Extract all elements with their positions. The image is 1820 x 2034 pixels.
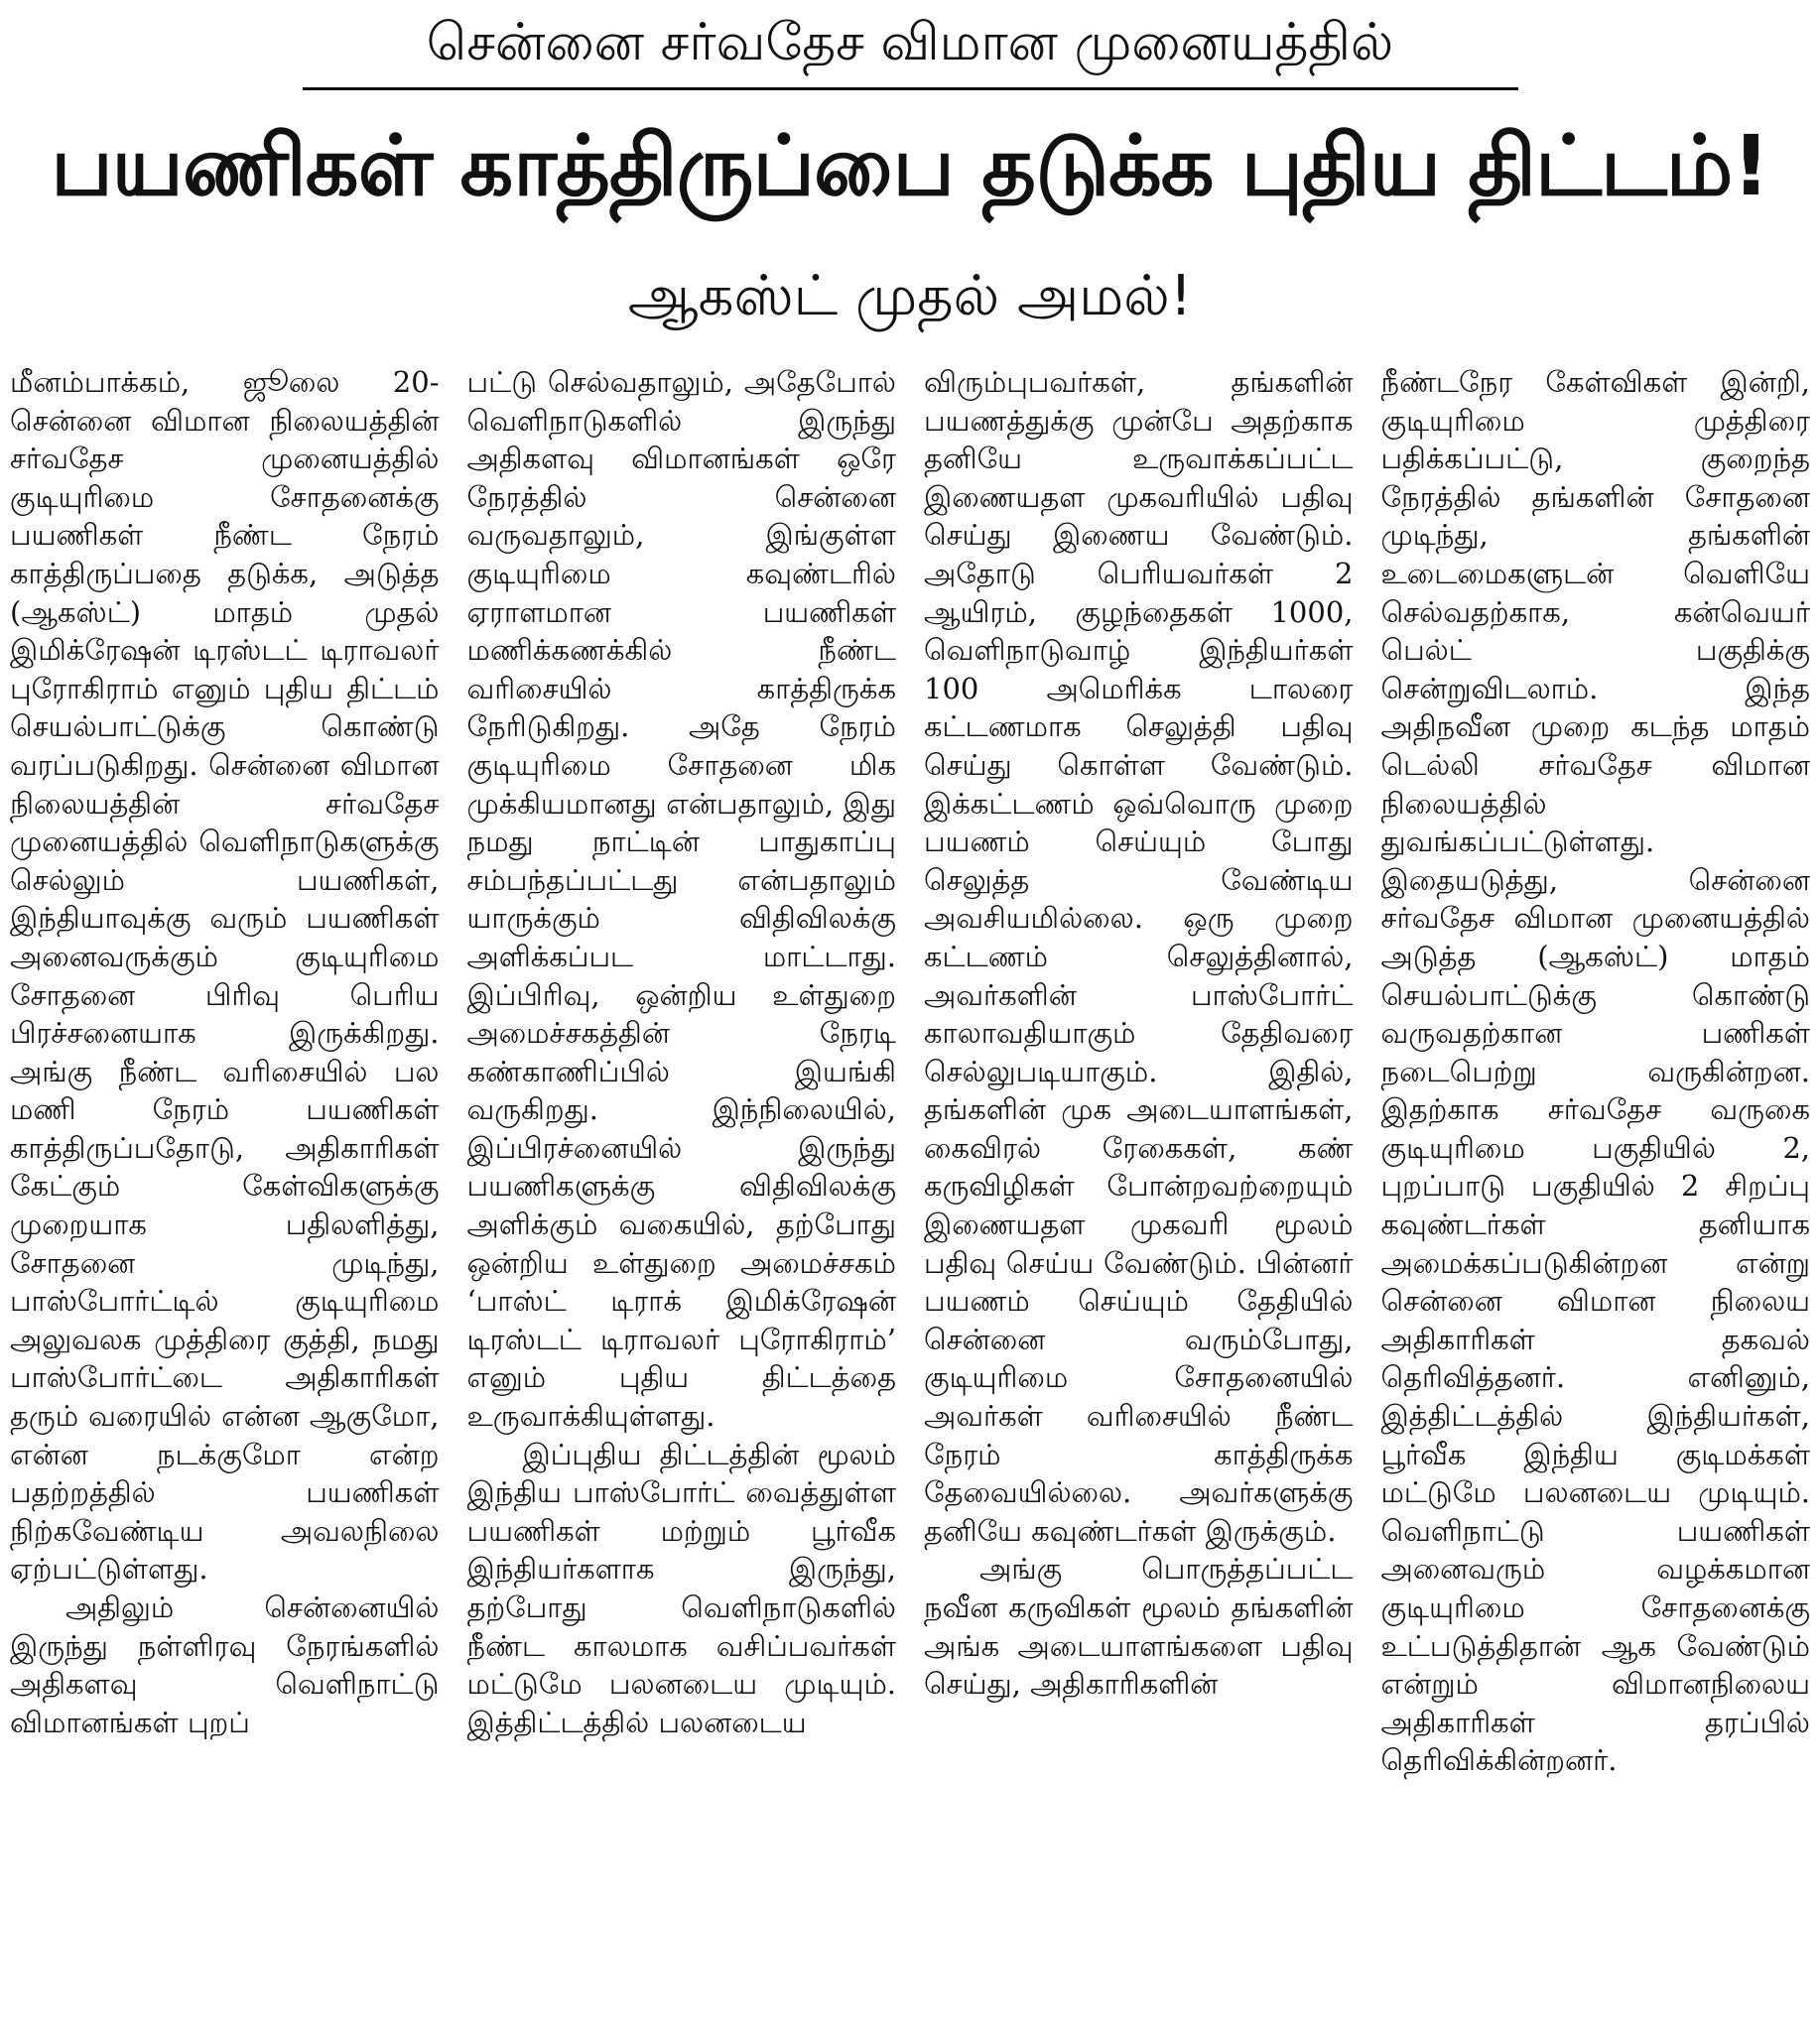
column-3	[924, 363, 1354, 2030]
newspaper-clipping	[0, 4, 1820, 2034]
column-2	[467, 363, 897, 2030]
paragraph: நீண்டநேர கேள்விகள் இன்றி, குடியுரிமை முத்திரை பதிக்கப்பட்டு, குறைந்த நேரத்தில் தங்களின் சோதனை முடிந்து, தங்களின் உடைமைகளுடன் வெளியே செல்வதற்காக, கன்வெயர் பெல்ட் பகுதிக்கு சென்றுவிடலாம். இந்த அதிநவீன முறை கடந்த மாதம் டெல்லி சர்வதேச விமான நிலையத்தில் துவங்கப்பட்டுள்ளது. இதையடுத்து, சென்னை சர்வதேச விமான முனையத்தில் அடுத்த (ஆகஸ்ட்) மாதம் செயல்பாட்டுக்கு கொண்டு வருவதற்கான பணிகள் நடைபெற்று வருகின்றன. இதற்காக சர்வதேச வருகை குடியுரிமை பகுதியில் 2, புறப்பாடு பகுதியில் 2 சிறப்பு கவுண்டர்கள் தனியாக அமைக்கப்படுகின்றன என்று சென்னை விமான நிலைய அதிகாரிகள் தகவல் தெரிவித்தனர். எனினும், இத்திட்டத்தில் இந்தியர்கள், பூர்வீக இந்திய குடிமக்கள் மட்டுமே பலனடைய முடியும். வெளிநாட்டு பயணிகள் அனைவரும் வழக்கமான குடியுரிமை சோதனைக்கு உட்படுத்திதான் ஆக வேண்டும் என்றும் விமானநிலைய அதிகாரிகள் தரப்பில் தெரிவிக்கின்றனர்.	[1380, 365, 1810, 1778]
column-4	[1381, 363, 1811, 2030]
column-1	[10, 363, 440, 2030]
paragraph: மீனம்பாக்கம், ஜூலை 20- சென்னை விமான நிலையத்தின் சர்வதேச முனையத்தில் குடியுரிமை சோதனைக்கு பயணிகள் நீண்ட நேரம் காத்திருப்பதை தடுக்க, அடுத்த (ஆகஸ்ட்) மாதம் முதல் இமிக்ரேஷன் டிரஸ்டட் டிராவலர் புரோகிராம் எனும் புதிய திட்டம் செயல்பாட்டுக்கு கொண்டு வரப்படுகிறது. சென்னை விமான நிலையத்தின் சர்வதேச முனையத்தில் வெளிநாடுகளுக்கு செல்லும் பயணிகள், இந்தியாவுக்கு வரும் பயணிகள் அனைவருக்கும் குடியுரிமை சோதனை பிரிவு பெரிய பிரச்சனையாக இருக்கிறது. அங்கு நீண்ட வரிசையில் பல மணி நேரம் பயணிகள் காத்திருப்பதோடு, அதிகாரிகள் கேட்கும் கேள்விகளுக்கு முறையாக பதிலளித்து, சோதனை முடிந்து, பாஸ்போர்ட்டில் குடியுரிமை அலுவலக முத்திரை குத்தி, நமது பாஸ்போர்ட்டை அதிகாரிகள் தரும் வரையில் என்ன ஆகுமோ, என்ன நடக்குமோ என்ற பதற்றத்தில் பயணிகள் நிற்கவேண்டிய அவலநிலை ஏற்பட்டுள்ளது.	[10, 365, 440, 1587]
paragraph: இப்புதிய திட்டத்தின் மூலம் இந்திய பாஸ்போர்ட் வைத்துள்ள பயணிகள் மற்றும் பூர்வீக இந்தியர்களாக இருந்து, தற்போது வெளிநாடுகளில் நீண்ட காலமாக வசிப்பவர்கள் மட்டுமே பலனடைய முடியும். இத்திட்டத்தில் பலனடைய	[466, 1437, 896, 1739]
paragraph: அங்கு பொருத்தப்பட்ட நவீன கருவிகள் மூலம் தங்களின் அங்க அடையாளங்களை பதிவு செய்து, அதிகாரிகளின்	[924, 1552, 1354, 1702]
paragraph: அதிலும் சென்னையில் இருந்து நள்ளிரவு நேரங்களில் அதிகளவு வெளிநாட்டு விமானங்கள் புறப்	[10, 1590, 440, 1739]
paragraph: பட்டு செல்வதாலும், அதேபோல் வெளிநாடுகளில் இருந்து அதிகளவு விமானங்கள் ஒரே நேரத்தில் சென்னை வருவதாலும், இங்குள்ள குடியுரிமை கவுண்டரில் ஏராளமான பயணிகள் மணிக்கணக்கில் நீண்ட வரிசையில் காத்திருக்க நேரிடுகிறது. அதே நேரம் குடியுரிமை சோதனை மிக முக்கியமானது என்பதாலும், இது நமது நாட்டின் பாதுகாப்பு சம்பந்தப்பட்டது என்பதாலும் யாருக்கும் விதிவிலக்கு அளிக்கப்பட மாட்டாது. இப்பிரிவு, ஒன்றிய உள்துறை அமைச்சகத்தின் நேரடி கண்காணிப்பில் இயங்கி வருகிறது. இந்நிலையில், இப்பிரச்னையில் இருந்து பயணிகளுக்கு விதிவிலக்கு அளிக்கும் வகையில், தற்போது ஒன்றிய உள்துறை அமைச்சகம் ‘பாஸ்ட் டிராக் இமிக்ரேஷன் டிரஸ்டட் டிராவலர் புரோகிராம்’ எனும் புதிய திட்டத்தை உருவாக்கியுள்ளது.	[466, 365, 896, 1434]
headline: பயணிகள் காத்திருப்பை தடுக்க புதிய திட்டம்!	[51, 117, 1769, 214]
article-body	[10, 363, 1810, 2030]
kicker-rule	[303, 87, 1518, 90]
paragraph: விரும்புபவர்கள், தங்களின் பயணத்துக்கு முன்பே அதற்காக தனியே உருவாக்கப்பட்ட இணையதள முகவரியில் பதிவு செய்து இணைய வேண்டும். அதோடு பெரியவர்கள் 2 ஆயிரம், குழந்தைகள் 1000, வெளிநாடுவாழ் இந்தியர்கள் 100 அமெரிக்க டாலரை கட்டணமாக செலுத்தி பதிவு செய்து கொள்ள வேண்டும். இக்கட்டணம் ஒவ்வொரு முறை பயணம் செய்யும் போது செலுத்த வேண்டிய அவசியமில்லை. ஒரு முறை கட்டணம் செலுத்தினால், அவர்களின் பாஸ்போர்ட் காலாவதியாகும் தேதிவரை செல்லுபடியாகும். இதில், தங்களின் முக அடையாளங்கள், கைவிரல் ரேகைகள், கண் கருவிழிகள் போன்றவற்றையும் இணையதள முகவரி மூலம் பதிவு செய்ய வேண்டும். பின்னர் பயணம் செய்யும் தேதியில் சென்னை வரும்போது, குடியுரிமை சோதனையில் அவர்கள் வரிசையில் நீண்ட நேரம் காத்திருக்க தேவையில்லை. அவர்களுக்கு தனியே கவுண்டர்கள் இருக்கும்.	[924, 365, 1354, 1548]
kicker-line: சென்னை சர்வதேச விமான முனையத்தில்	[426, 13, 1394, 72]
subheadline: ஆகஸ்ட் முதல் அமல்!	[627, 264, 1193, 328]
